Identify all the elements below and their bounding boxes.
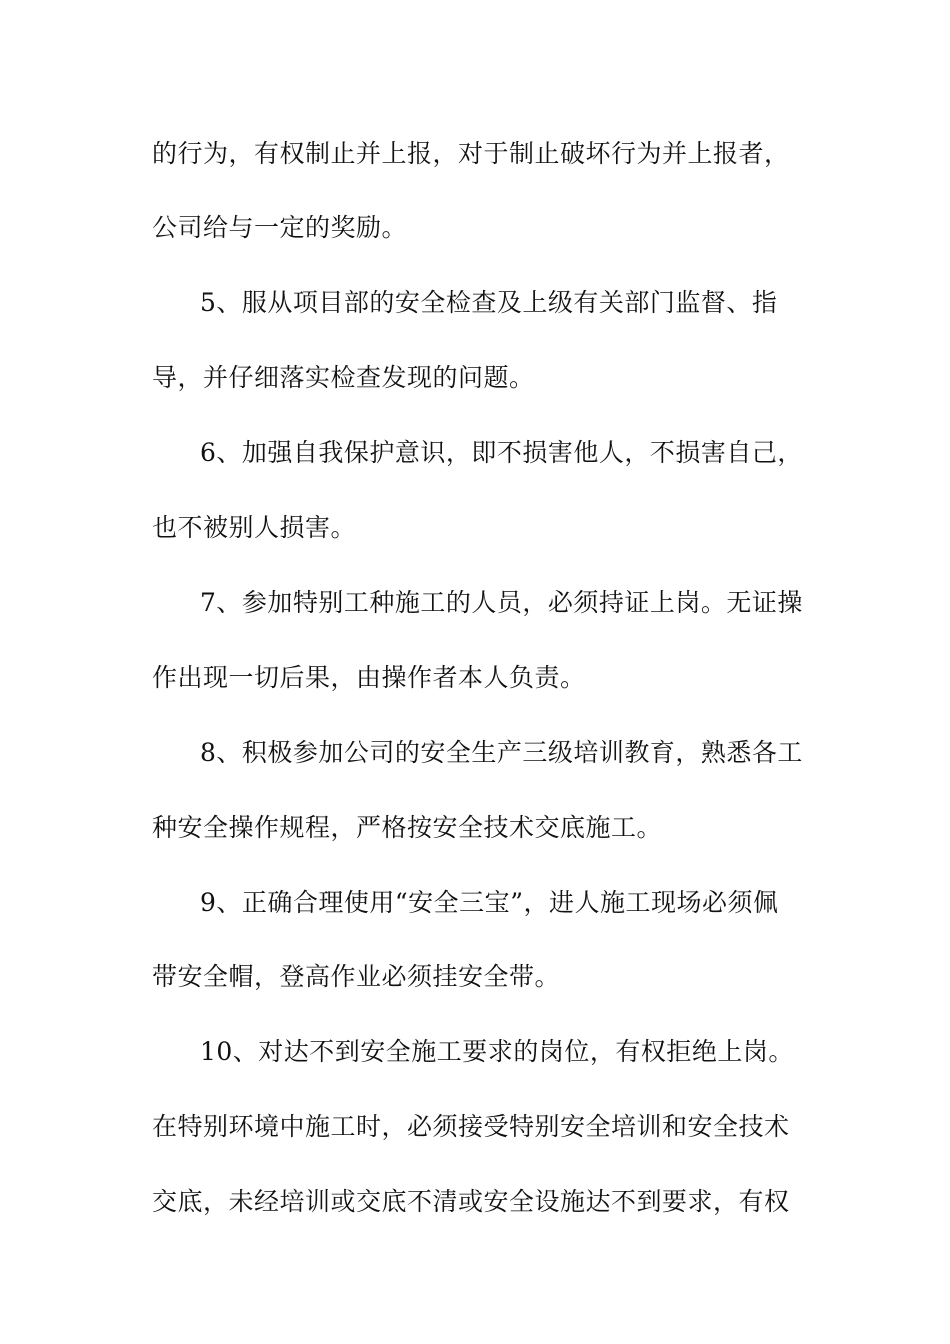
text-line: 也不被别人损害。	[152, 513, 357, 542]
paragraph-start-line: 7、参加特别工种施工的人员，必须持证上岗。无证操	[200, 588, 803, 617]
paragraph-start-line: 8、积极参加公司的安全生产三级培训教育，熟悉各工	[200, 738, 803, 767]
text-line: 导，并仔细落实检查发现的问题。	[152, 363, 535, 392]
text-line: 带安全帽，登高作业必须挂安全带。	[152, 962, 561, 991]
paragraph-start-line: 5、服从项目部的安全检查及上级有关部门监督、指	[200, 288, 778, 317]
text-line: 作出现一切后果，由操作者本人负责。	[152, 663, 586, 692]
text-line: 在特别环境中施工时，必须接受特别安全培训和安全技术	[152, 1112, 790, 1141]
text-line: 的行为，有权制止并上报，对于制止破坏行为并上报者，	[152, 139, 790, 168]
paragraph-start-line: 6、加强自我保护意识，即不损害他人，不损害自己，	[200, 438, 803, 467]
text-line: 公司给与一定的奖励。	[152, 213, 408, 242]
paragraph-start-line: 10、对达不到安全施工要求的岗位，有权拒绝上岗。	[200, 1037, 794, 1066]
text-line: 种安全操作规程，严格按安全技术交底施工。	[152, 813, 663, 842]
paragraph-start-line: 9、正确合理使用“安全三宝”，进人施工现场必须佩	[200, 888, 779, 917]
text-line: 交底，未经培训或交底不清或安全设施达不到要求，有权	[152, 1187, 790, 1216]
